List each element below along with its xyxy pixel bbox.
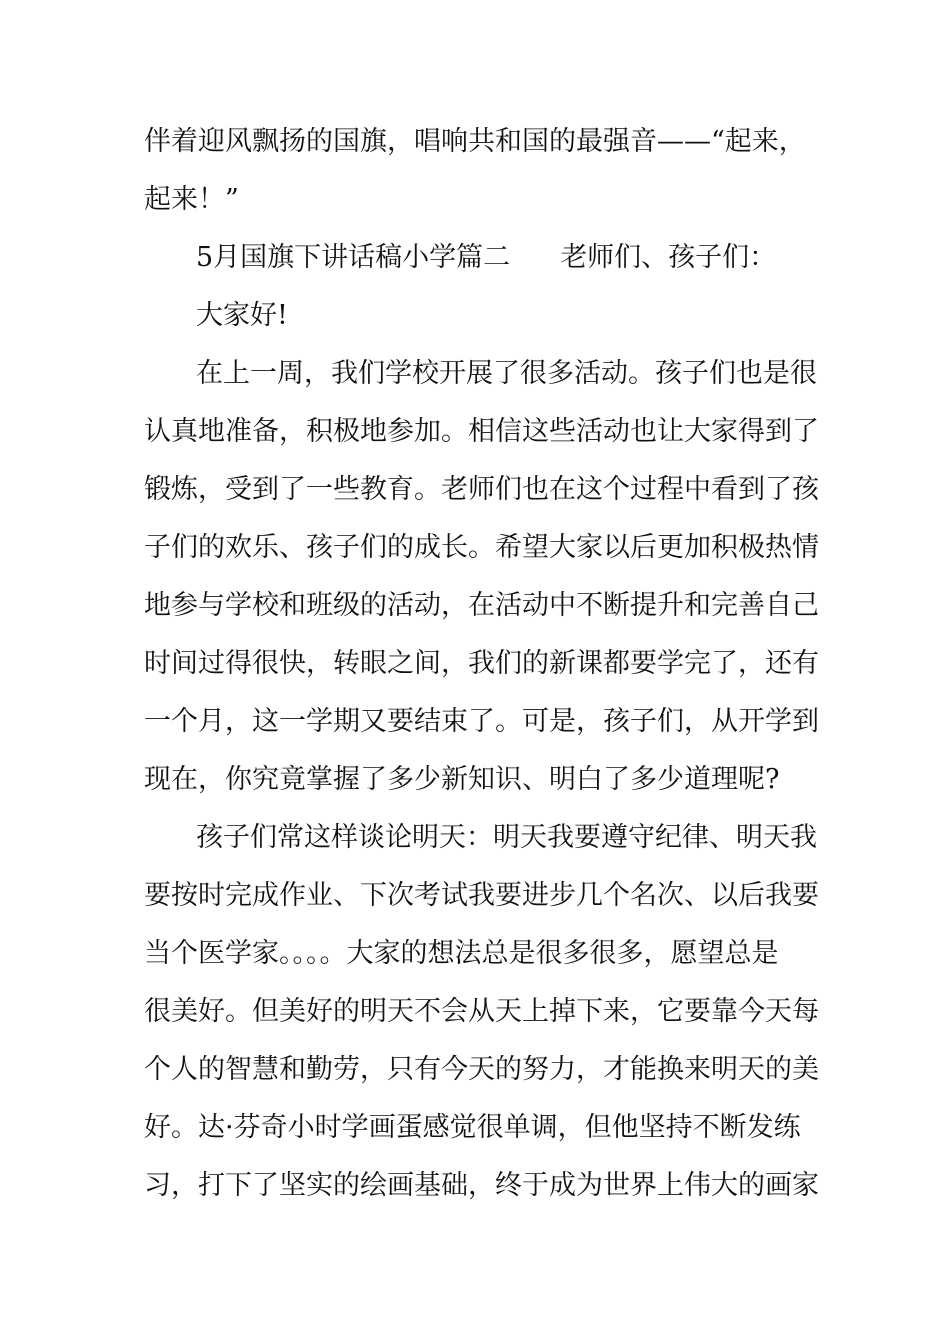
text-line: 现在，你究竟掌握了多少新知识、明白了多少道理呢? <box>144 764 780 795</box>
text-line: 孩子们常这样谈论明天：明天我要遵守纪律、明天我 <box>196 822 817 853</box>
text-line: 当个医学家。。。。大家的想法总是很多很多，愿望总是 <box>144 938 779 969</box>
text-line: 习，打下了坚实的绘画基础，终于成为世界上伟大的画家 <box>144 1170 819 1201</box>
greeting: 大家好! <box>196 300 288 331</box>
section-title: 5月国旗下讲话稿小学篇二 <box>196 242 511 273</box>
salutation: 老师们、孩子们： <box>560 242 777 273</box>
text-line: 子们的欢乐、孩子们的成长。希望大家以后更加积极热情 <box>144 532 819 563</box>
text-line: 个人的智慧和勤劳，只有今天的努力，才能换来明天的美 <box>144 1054 819 1085</box>
text-line: 一个月，这一学期又要结束了。可是，孩子们，从开学到 <box>144 706 819 737</box>
text-line: 地参与学校和班级的活动，在活动中不断提升和完善自己 <box>144 590 819 621</box>
text-line: 好。达·芬奇小时学画蛋感觉很单调，但他坚持不断发练 <box>144 1112 801 1143</box>
text-line: 伴着迎风飘扬的国旗，唱响共和国的最强音——“起来， <box>144 126 806 157</box>
text-line: 很美好。但美好的明天不会从天上掉下来，它要靠今天每 <box>144 996 819 1027</box>
text-line: 时间过得很快，转眼之间，我们的新课都要学完了，还有 <box>144 648 819 679</box>
text-line: 认真地准备，积极地参加。相信这些活动也让大家得到了 <box>144 416 819 447</box>
text-line: 在上一周，我们学校开展了很多活动。孩子们也是很 <box>196 358 817 389</box>
text-line: 起来！” <box>144 184 239 215</box>
section-heading-line <box>196 244 776 271</box>
text-line: 要按时完成作业、下次考试我要进步几个名次、以后我要 <box>144 880 819 911</box>
text-line: 锻炼，受到了一些教育。老师们也在这个过程中看到了孩 <box>144 474 819 505</box>
